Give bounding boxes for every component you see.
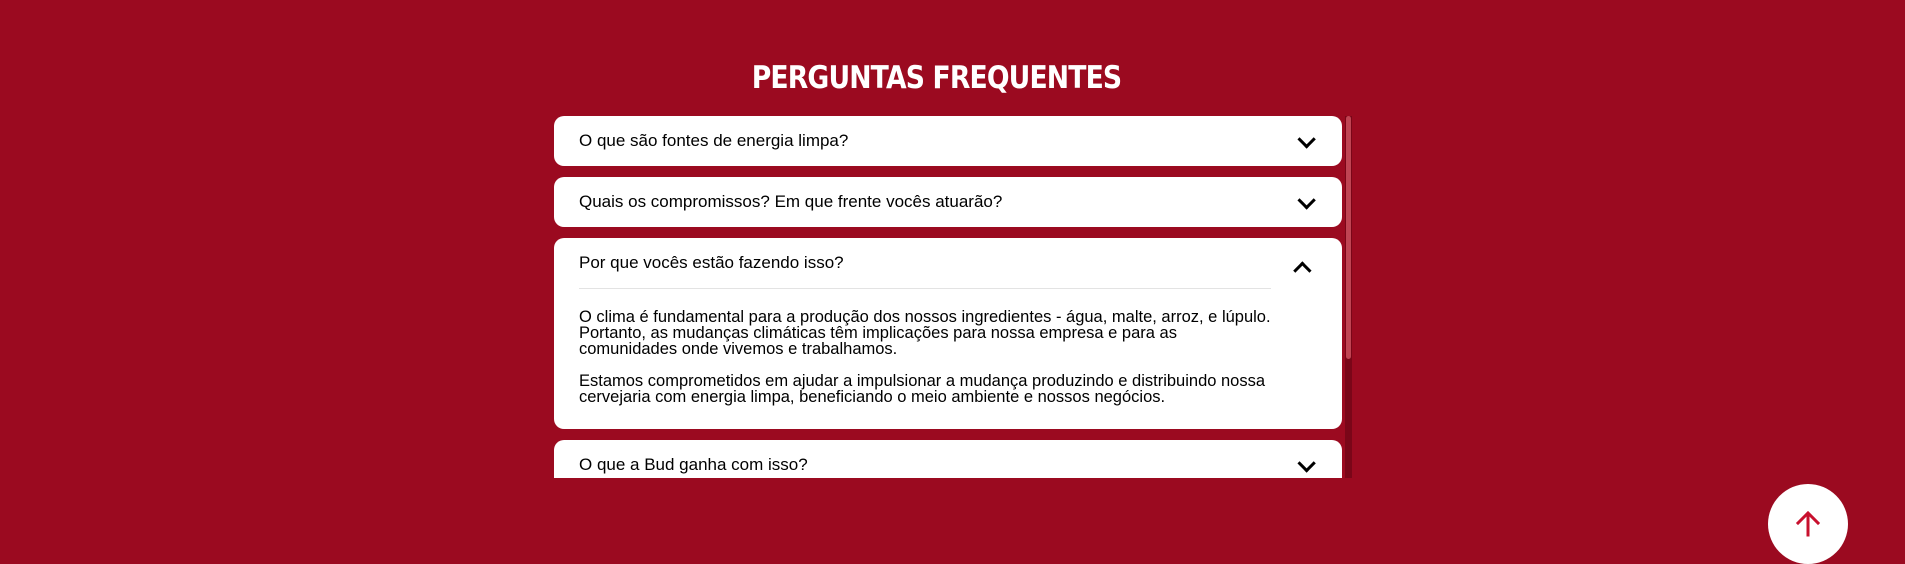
faq-item: [554, 116, 1342, 166]
faq-answer-paragraph: Estamos comprometidos em ajudar a impulsionar a mudança produzindo e distribuindo nossa cervejaria com energia limpa, beneficiando o meio ambiente e nossos negócios.: [579, 372, 1266, 406]
faq-question: Quais os compromissos? Em que frente vocês atuarão?: [579, 192, 1003, 211]
chevron-down-icon: [1297, 130, 1315, 148]
faq-item: [554, 440, 1342, 478]
faq-item-expanded: [554, 238, 1342, 429]
faq-answer-paragraph: O clima é fundamental para a produção dos nossos ingredientes - água, malte, arroz, e lúpulo. Portanto, as mudanças climáticas têm implicações para nossa empresa e para as comunidades onde vivemos e trabalhamos.: [579, 308, 1271, 358]
faq-question-toggle[interactable]: [579, 440, 1317, 478]
chevron-down-icon: [1297, 191, 1315, 209]
faq-answer: [579, 289, 1317, 429]
back-to-top-button[interactable]: [1768, 484, 1848, 564]
faq-question-toggle[interactable]: [579, 238, 1317, 288]
faq-question-toggle[interactable]: [579, 177, 1317, 227]
chevron-down-icon: [1297, 454, 1315, 472]
faq-title: PERGUNTAS FREQUENTES: [751, 60, 1122, 96]
chevron-up-icon: [1293, 261, 1311, 279]
scrollbar-thumb[interactable]: [1346, 116, 1351, 359]
faq-item: [554, 177, 1342, 227]
arrow-up-icon: [1795, 511, 1821, 537]
faq-scroll-area[interactable]: [554, 116, 1352, 478]
faq-question-toggle[interactable]: [579, 116, 1317, 166]
faq-question: Por que vocês estão fazendo isso?: [579, 253, 844, 272]
faq-list: [554, 116, 1342, 478]
faq-question: O que são fontes de energia limpa?: [579, 131, 849, 150]
faq-question: O que a Bud ganha com isso?: [579, 455, 808, 474]
